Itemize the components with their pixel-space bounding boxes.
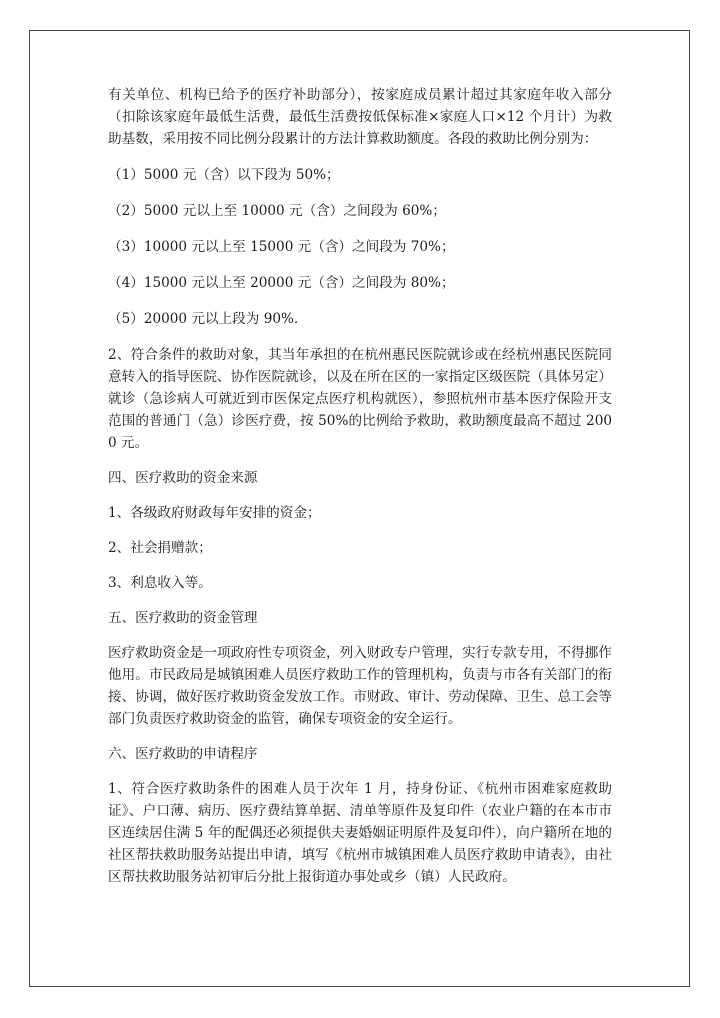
list-item-tier-1: （1）5000 元（含）以下段为 50%； [108, 167, 340, 183]
section-heading-funding-sources: 四、医疗救助的资金来源 [108, 470, 258, 486]
paragraph-relief-basis: 有关单位、机构已给予的医疗补助部分），按家庭成员累计超过其家庭年收入部分（扣除该家庭年最低生活费，最低生活费按低保标准×家庭人口×12 个月计）为救助基数，采用按不同比例分段累计的方法计算救助额度。各段的救助比例分别为： [108, 87, 612, 147]
section-heading-application-procedure: 六、医疗救助的申请程序 [108, 746, 258, 762]
paragraph-application-procedure: 1、符合医疗救助条件的困难人员于次年 1 月，持身份证、《杭州市困难家庭救助证》、户口薄、病历、医疗费结算单据、清单等原件及复印件（农业户籍的在本市市区连续居住满 5 年的配偶还必须提供夫妻婚姻证明原件及复印件），向户籍所在地的社区帮扶救助服务站提出申请，填写《杭州市城镇困难人员医疗救助申请表》，由社区帮扶救助服务站初审后分批上报街道办事处或乡（镇）人民政府。 [108, 781, 612, 885]
list-item-tier-4: （4）15000 元以上至 20000 元（含）之间段为 80%； [108, 275, 455, 291]
list-item-social-donations: 2、社会捐赠款； [108, 540, 212, 556]
list-item-tier-5: （5）20000 元以上段为 90%. [108, 311, 299, 327]
section-heading-fund-management: 五、医疗救助的资金管理 [108, 610, 258, 626]
document-body [108, 84, 612, 888]
paragraph-fund-management: 医疗救助资金是一项政府性专项资金，列入财政专户管理，实行专款专用，不得挪作他用。市民政局是城镇困难人员医疗救助工作的管理机构，负责与市各有关部门的衔接、协调，做好医疗救助资金发放工作。市财政、审计、劳动保障、卫生、总工会等部门负责医疗救助资金的监管，确保专项资金的安全运行。 [108, 645, 612, 727]
paragraph-outpatient-relief: 2、符合条件的救助对象，其当年承担的在杭州惠民医院就诊或在经杭州惠民医院同意转入的指导医院、协作医院就诊，以及在所在区的一家指定区级医院（具体另定）就诊（急诊病人可就近到市医保定点医疗机构就医），参照杭州市基本医疗保险开支范围的普通门（急）诊医疗费，按 50%的比例给予救助，救助额度最高不超过 2000 元。 [108, 347, 612, 451]
list-item-interest-income: 3、利息收入等。 [108, 575, 212, 591]
list-item-government-funds: 1、各级政府财政每年安排的资金； [108, 505, 321, 521]
list-item-tier-3: （3）10000 元以上至 15000 元（含）之间段为 70%； [108, 239, 455, 255]
list-item-tier-2: （2）5000 元以上至 10000 元（含）之间段为 60%； [108, 203, 446, 219]
